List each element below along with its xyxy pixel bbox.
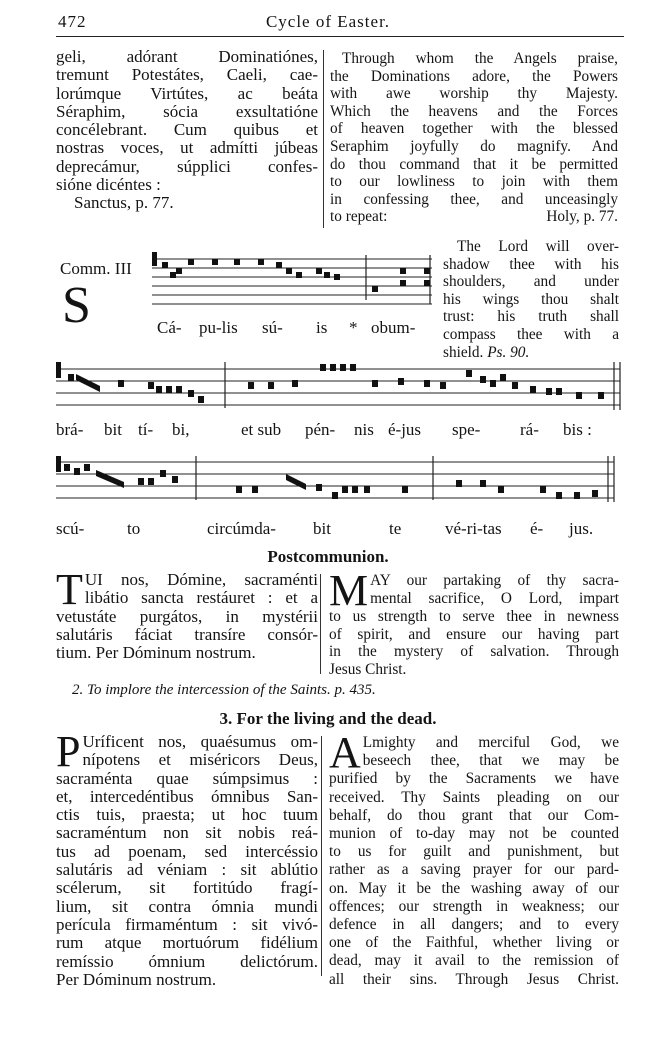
note-intercession: 2. To implore the intercession of the Saints. p. 435. [72,682,376,698]
translation-reference: Ps. 90. [487,343,530,361]
translation-line: shoulders, and under [443,273,619,291]
section3-english-line: behalf, do thou grant that our Com- [329,806,619,824]
postcommunion-latin-line: vetustáte purgátos, in mystérii [56,606,318,626]
section3-latin [56,727,318,989]
chant-syllable: te [389,519,402,538]
translation-line: his wings thou shalt [443,290,619,308]
communion-translation [443,238,619,361]
chant-syllable: jus. [569,519,594,538]
section3-english-line: purified by the Sacraments we have [329,770,619,788]
postcommunion-latin-line: salutáris fáciat transíre consór- [56,624,318,644]
preface-latin-line: lorúmque Virtútes, ac beáta [56,83,318,103]
chant-syllable: Cá- [157,318,182,337]
chant-syllable: bi, [172,420,190,439]
translation-line: compass thee with a [443,325,619,343]
postcommunion-latin-line: tium. Per Dóminum nostrum. [56,643,256,663]
preface-latin-line: nostras voces, ut admítti júbeas [56,138,318,158]
postcommunion-english-line: in the mystery of salvation. Through [329,643,619,661]
section3-latin-line: sacraménta quae súmpsimus : [56,768,318,788]
chant-syllable: é-jus [388,420,422,439]
chant-syllable: spe- [452,420,481,439]
postcommunion-english-line: to us strength to serve thee in newness [329,608,619,625]
section3-latin-line: sacraméntum non sit nobis reá- [56,823,318,843]
translation-last: shield. [443,343,484,361]
section3-latin-initial: P [56,727,81,776]
section3-english-line: all their sins. Through Jesus Christ. [329,970,619,988]
section3-latin-line: remíssio ómnium delictórum. [56,951,318,971]
section3-english-line: dead, may it avail to the remission of [329,952,619,970]
chant-syllable: pén- [305,420,336,439]
section3-english-line: beseech thee, that we may be [362,752,619,770]
preface-english-line: Through whom the Angels praise, [342,50,618,67]
section3-english-line: one of the Faithful, whether living or [329,934,619,952]
section3-latin-line: ctis tuis, praesta; ut hoc tuum [56,805,318,825]
postcommunion-latin [56,565,318,663]
section3-latin-line: lium, sit contra ómnia mundi [56,896,318,916]
section3-english-line: Lmighty and merciful God, we [362,734,619,751]
communion-label: Comm. III [60,259,132,278]
section3-latin-line: scélerum, sit fortitúdo fragí- [56,878,318,898]
chant-syllable: nis [354,420,374,439]
postcommunion-english-line: of spirit, and ensure our having part [329,625,619,643]
section3-latin-line: nípotens et miséricors Deus, [82,750,318,770]
section3-english-line: defence in all dangers; and to every [329,916,619,934]
chant-syllable: tí- [138,420,154,439]
preface-english-line: do thou command that it be permitted [330,155,618,173]
section3-english-line: munion of to-day may not be counted [329,825,619,843]
section3-latin-line: tus ad poenam, sed intercéssio [56,841,318,861]
section3-latin-line: perícula firmaméntum : sit vivó- [56,914,318,934]
preface-latin-line: deprecámur, súpplici confes- [56,156,318,176]
section3-english-line: rather as a saving prayer for our pard- [329,861,619,879]
section3-english-line: on. May it be the washing away of our [329,879,619,897]
postcommunion-english-line: AY our partaking of thy sacra- [370,572,619,589]
chant-syllable: bit [313,519,331,538]
postcommunion-latin-line: libátio sancta restáuret : et a [84,588,318,608]
translation-line: trust: his truth shall [443,308,619,326]
section3-latin-line: et, intercedéntibus ómnibus San- [56,786,318,806]
communion-initial: S [62,277,91,334]
postcommunion-heading: Postcommunion. [267,547,389,566]
section3-english-line: to us for guilt and punishment, but [329,843,619,861]
section3-latin-line: rum atque mortuórum fidélium [56,933,318,953]
chant-syllable: obum- [371,318,416,337]
chant-syllable: bit [104,420,122,439]
chant-syllable: to [127,519,141,538]
preface-latin-line: Séraphim, sócia exsultatióne [56,101,318,121]
preface-english-line: to our lowliness to join with them [330,173,618,191]
chant-syllable: scú- [56,519,85,538]
preface-latin-line: tremunt Potestátes, Caeli, cae- [56,65,318,85]
translation-line: The Lord will over- [457,238,619,255]
postcommunion-english-line: mental sacrifice, O Lord, impart [370,589,619,607]
preface-english-last-right: Holy, p. 77. [546,208,618,226]
section3-latin-line: salutáris ad véniam : sit ablútio [56,860,318,880]
section3-english-line: offences; our strength in weakness; our [329,897,619,915]
running-title: Cycle of Easter. [265,12,391,31]
preface-english-line: with awe worship thy Majesty. [330,85,618,103]
chant-syllable: * [349,318,358,337]
page-number: 472 [58,12,87,31]
preface-latin-line: Sanctus, p. 77. [74,193,174,213]
section3-english [329,728,619,989]
section3-english-initial: A [329,728,361,777]
chant-syllable: bis : [563,420,592,439]
translation-line [443,344,619,362]
chant-syllable: circúmda- [207,519,276,538]
preface-english-last-left: to repeat: [330,208,388,226]
postcommunion-english [329,566,619,678]
translation-line: shadow thee with his [443,255,619,273]
column-divider [320,574,321,674]
column-divider [321,736,322,976]
preface-english-line: the Dominations adore, the Powers [330,67,618,85]
chant-syllable: et sub [241,420,282,439]
preface-latin-line: geli, adórant Dominatiónes, [56,47,318,66]
chant-syllable: sú- [262,318,283,337]
postcommunion-latin-line: UI nos, Dómine, sacraménti [84,570,318,589]
chant-syllable: vé-ri-tas [445,519,502,538]
section3-latin-line: Per Dóminum nostrum. [56,969,217,989]
postcommunion-english-initial: M [329,566,369,615]
postcommunion-english-line: Jesus Christ. [329,660,407,678]
preface-latin-line: sióne dicéntes : [56,175,161,195]
chant-syllable: é- [530,519,544,538]
section3-heading: 3. For the living and the dead. [219,709,437,728]
preface-english-line: in confessing thee, and unceasingly [330,190,618,208]
section3-english-line: received. Thy Saints pleading on our [329,788,619,806]
preface-english-line: Seraphim joyfully do magnify. And [330,137,618,155]
chant-syllable: pu-lis [199,318,238,337]
chant-syllable: brá- [56,420,84,439]
section3-latin-line: Uríficent nos, quaésumus om- [82,732,318,751]
preface-english-line: Which the heavens and the Forces [330,102,618,120]
postcommunion-latin-initial: T [56,565,83,614]
preface-latin-line: concélebrant. Cum quibus et [56,120,318,140]
chant-syllable: rá- [520,420,539,439]
preface-english-line: of heaven together with the blessed [330,120,618,138]
chant-syllable: is [316,318,328,337]
